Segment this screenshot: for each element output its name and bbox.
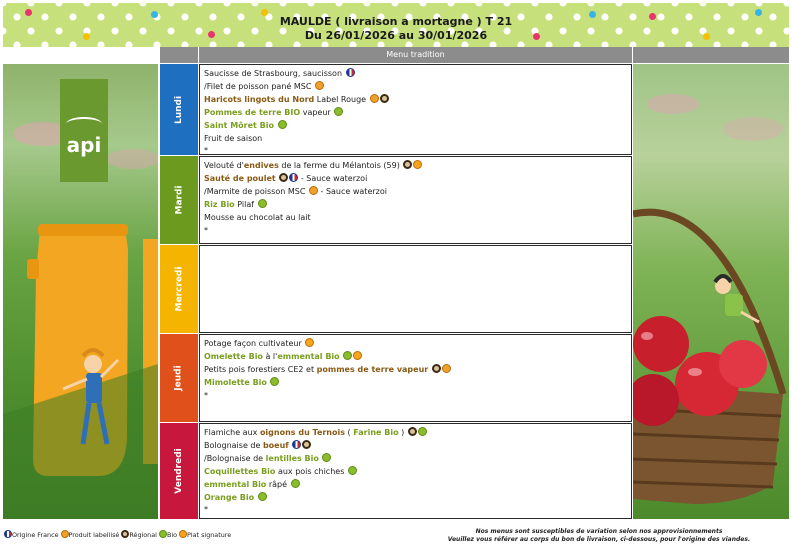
legend-item: [60, 531, 120, 539]
bio-icon: [278, 120, 287, 129]
day-tab-jeudi: [160, 334, 198, 422]
day-column-header: [160, 47, 198, 63]
menu-item: [204, 479, 627, 492]
regional-icon: [432, 364, 441, 373]
menu-text: Potage façon cultivateur: [204, 339, 305, 348]
menu-text: [267, 378, 270, 387]
menu-text: vapeur: [300, 107, 334, 117]
menu-item: [204, 199, 627, 212]
day-label: Vendredi: [174, 448, 184, 494]
day-tab-mercredi: [160, 245, 198, 333]
menu-text: de la ferme du Mélantois (59): [278, 161, 403, 170]
header-banner: [3, 3, 789, 47]
highlighted-ingredient: Saint Môret Bio: [204, 120, 274, 130]
menu-text: *: [204, 390, 208, 400]
signature-icon: [305, 338, 314, 347]
menu-item: [204, 453, 627, 466]
day-label: Mercredi: [174, 266, 184, 312]
menu-text: à l': [262, 351, 278, 361]
regional-icon: [279, 173, 288, 182]
menu-item: [204, 81, 627, 94]
regional-icon: [408, 427, 417, 436]
menu-item: [204, 212, 627, 225]
menu-text: Fruit de saison: [204, 133, 263, 143]
menu-text: /Filet de poisson pané MSC: [204, 81, 314, 91]
menu-text: ): [398, 428, 407, 437]
bio-icon: [291, 479, 300, 488]
menu-text: [428, 365, 431, 374]
menu-item: [204, 338, 627, 351]
supply-notice: [404, 528, 792, 544]
bio-icon: [418, 427, 427, 436]
bio-icon: [270, 377, 279, 386]
menu-item: [204, 466, 627, 479]
menu-text: Label Rouge: [314, 94, 369, 104]
legend-label: Origine France: [12, 531, 59, 539]
highlighted-ingredient: Farine Bio: [353, 428, 399, 437]
legend-label: Bio: [166, 531, 178, 539]
apple-basket-illustration: [633, 64, 789, 519]
day-tab-lundi: [160, 64, 198, 155]
signature-icon: [353, 351, 362, 360]
menu-text: *: [204, 146, 208, 156]
legend-item: [3, 531, 59, 539]
highlighted-ingredient: Orange Bio: [204, 492, 255, 502]
day-menu-jeudi: [199, 334, 632, 422]
menu-item: [204, 160, 627, 173]
notice-line-2: Veuillez vous référer au corps du bon de livraison, ci-dessous, pour l'origine des viandes.: [447, 536, 751, 543]
label-icon: [370, 94, 379, 103]
bio-icon: [348, 466, 357, 475]
day-menu-mardi: [199, 156, 632, 244]
api-logo: api: [60, 79, 108, 182]
day-label: Jeudi: [173, 365, 184, 391]
highlighted-ingredient: oignons du Ternois: [259, 428, 346, 437]
menu-text: râpé: [266, 479, 290, 489]
highlighted-ingredient: pommes de terre vapeur: [316, 364, 429, 374]
menu-text: Saucisse de Strasbourg, saucisson: [204, 69, 345, 78]
menu-item: [204, 351, 627, 364]
legend-item: [178, 531, 231, 539]
regional-icon: [302, 440, 311, 449]
menu-text: [340, 352, 343, 361]
label-icon: [309, 186, 318, 195]
menu-item: [204, 120, 627, 133]
highlighted-ingredient: Sauté de poulet: [204, 173, 276, 183]
menu-item: [204, 133, 627, 146]
day-menu-vendredi: [199, 423, 632, 519]
left-photo: [3, 64, 158, 519]
label-icon: [61, 530, 69, 538]
menu-item: [204, 186, 627, 199]
legend-label: Régional: [129, 531, 157, 539]
bio-icon: [334, 107, 343, 116]
menu-item: [204, 173, 627, 186]
signature-icon: [413, 160, 422, 169]
regional-icon: [380, 94, 389, 103]
menu-item: [204, 504, 627, 517]
menu-text: (: [345, 428, 354, 437]
highlighted-ingredient: Haricots lingots du Nord: [204, 94, 315, 104]
bio-icon: [258, 199, 267, 208]
day-tab-vendredi: [160, 423, 198, 519]
menu-text: [276, 174, 279, 183]
highlighted-ingredient: emmental Bio: [204, 479, 267, 489]
legend-item: [158, 531, 177, 539]
menu-date-range: Du 26/01/2026 au 30/01/2026: [304, 29, 488, 42]
menu-column-header: Menu tradition: [199, 47, 632, 63]
menu-item: [204, 68, 627, 81]
menu-item: [204, 377, 627, 390]
menu-item: [204, 94, 627, 107]
day-label: Mardi: [174, 185, 184, 215]
menu-item: [204, 364, 627, 377]
bio-icon: [258, 492, 267, 501]
france-flag-icon: [4, 530, 12, 538]
day-menu-mercredi: [199, 245, 632, 333]
menu-text: [289, 441, 292, 450]
highlighted-ingredient: Mimolette Bio: [204, 377, 267, 387]
menu-title: MAULDE ( livraison a mortagne ) T 21: [279, 15, 513, 28]
menu-text: Petits pois forestiers CE2 et: [204, 364, 317, 374]
menu-text: /Marmite de poisson MSC: [204, 186, 308, 196]
menu-item: [204, 107, 627, 120]
menu-text: Flamiche aux: [204, 428, 260, 437]
label-icon: [442, 364, 451, 373]
signature-icon: [179, 530, 187, 538]
highlighted-ingredient: Coquillettes Bio: [204, 466, 276, 476]
bio-icon: [343, 351, 352, 360]
france-flag-icon: [289, 173, 298, 182]
regional-icon: [403, 160, 412, 169]
france-flag-icon: [292, 440, 301, 449]
menu-text: - Sauce waterzoi: [298, 173, 368, 183]
menu-text: Mousse au chocolat au lait: [204, 212, 311, 222]
highlighted-ingredient: lentilles Bio: [265, 453, 319, 463]
legend-label: Produit labellisé: [68, 531, 120, 539]
menu-text: [274, 121, 277, 130]
menu-text: [319, 454, 322, 463]
menu-text: *: [204, 505, 208, 515]
menu-text: Velouté d': [204, 161, 244, 170]
menu-item: [204, 440, 627, 453]
menu-text: [254, 493, 257, 502]
right-column-header: [633, 47, 789, 63]
highlighted-ingredient: endives: [243, 161, 279, 170]
france-flag-icon: [346, 68, 355, 77]
highlighted-ingredient: emmental Bio: [277, 351, 340, 361]
day-label: Lundi: [173, 95, 184, 124]
menu-item: [204, 492, 627, 505]
day-tab-mardi: [160, 156, 198, 244]
label-icon: [315, 81, 324, 90]
highlighted-ingredient: boeuf: [262, 440, 289, 450]
menu-text: *: [204, 225, 208, 235]
menu-item: [204, 225, 627, 238]
highlighted-ingredient: Riz Bio: [204, 199, 235, 209]
menu-item: [204, 390, 627, 403]
day-menu-lundi: [199, 64, 632, 155]
menu-text: aux pois chiches: [275, 466, 347, 476]
bio-icon: [322, 453, 331, 462]
menu-text: /Bolognaise de: [204, 453, 266, 463]
highlighted-ingredient: Omelette Bio: [204, 351, 263, 361]
bio-icon: [159, 530, 167, 538]
menu-text: Pilaf: [234, 199, 257, 209]
highlighted-ingredient: Pommes de terre BIO: [204, 107, 301, 117]
legend-label: Plat signature: [187, 531, 232, 539]
menu-item: [204, 427, 627, 440]
legend: [3, 530, 232, 539]
menu-text: - Sauce waterzoi: [317, 186, 387, 196]
right-photo: [633, 64, 789, 519]
legend-item: [120, 531, 157, 539]
notice-line-1: Nos menus sont susceptibles de variation selon nos approvisionnements: [475, 528, 723, 535]
menu-text: Bolognaise de: [204, 440, 263, 450]
